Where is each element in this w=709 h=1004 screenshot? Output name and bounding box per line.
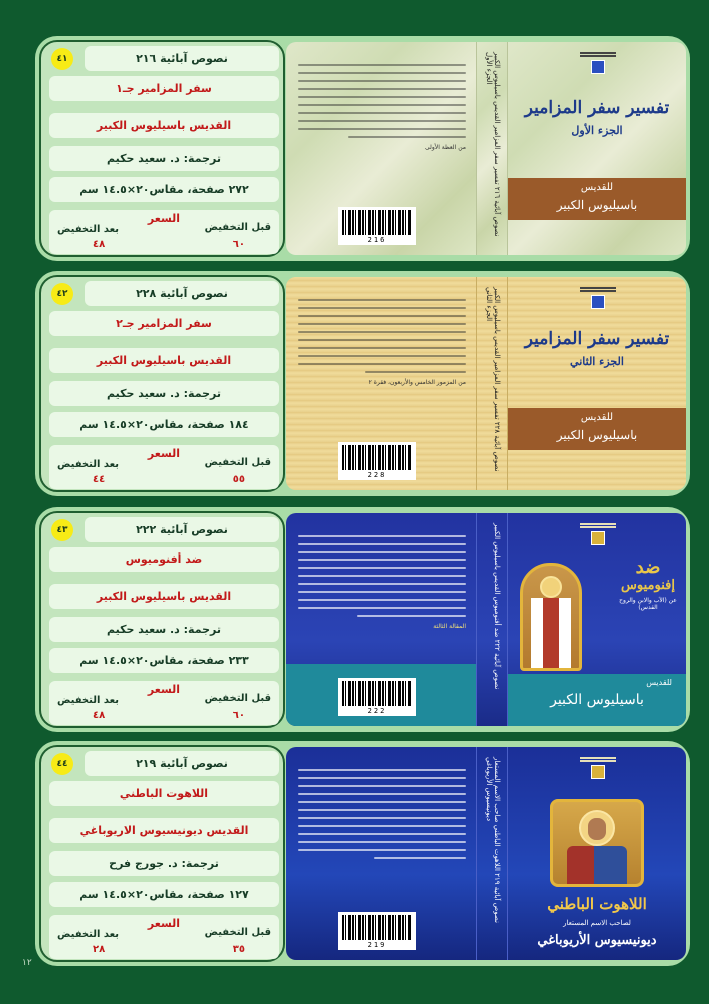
cover-subtitle: عن (الآب والابن والروح القدس) xyxy=(619,597,677,611)
price-box xyxy=(49,915,279,959)
publisher-logo-icon xyxy=(578,523,618,555)
book-card xyxy=(35,271,690,496)
book-card xyxy=(35,36,690,261)
book-title: سفر المزامير جـ١ xyxy=(49,76,279,101)
after-discount-label: بعد التخفيض xyxy=(57,695,120,706)
book-specs: ٢٣٣ صفحة، مقاس٢٠×١٤.٥ سم xyxy=(49,648,279,673)
saint-icon xyxy=(520,563,582,671)
after-discount-label: بعد التخفيض xyxy=(57,459,120,470)
price-box xyxy=(49,445,279,489)
after-discount-label: بعد التخفيض xyxy=(57,224,120,235)
book-specs: ١٨٤ صفحة، مقاس٢٠×١٤.٥ سم xyxy=(49,412,279,437)
cover-back xyxy=(286,277,476,490)
cover-back xyxy=(286,513,476,726)
cover-author-line1: لصاحب الاسم المستعار xyxy=(563,919,631,927)
book-card xyxy=(35,507,690,732)
book-cover-image xyxy=(286,747,686,960)
before-discount-price: ٣٥ xyxy=(232,944,245,955)
cover-blurb xyxy=(298,58,466,178)
before-discount-price: ٦٠ xyxy=(232,710,245,721)
cover-author-band xyxy=(508,178,686,220)
book-number-badge: ٤١ xyxy=(51,48,73,70)
book-title: سفر المزامير جـ٢ xyxy=(49,311,279,336)
book-translator: ترجمة: د. جورج فرح xyxy=(49,851,279,876)
cover-author-line2: ديونيسيوس الأريوباغي xyxy=(537,933,657,948)
cover-author-line2: باسيليوس الكبير xyxy=(550,692,644,708)
book-number-badge: ٤٤ xyxy=(51,753,73,775)
cover-front xyxy=(508,42,686,255)
barcode-number: 219 xyxy=(367,941,387,949)
barcode-number: 222 xyxy=(367,707,387,715)
book-author: القديس ديونيسيوس الاريوباغي xyxy=(49,818,279,843)
publisher-logo-icon xyxy=(578,52,618,84)
book-translator: ترجمة: د. سعيد حكيم xyxy=(49,617,279,642)
price-label: السعر xyxy=(147,212,181,225)
before-discount-price: ٦٠ xyxy=(232,239,245,250)
book-translator: ترجمة: د. سعيد حكيم xyxy=(49,381,279,406)
publisher-logo-icon xyxy=(578,287,618,319)
cover-title: ضد xyxy=(635,557,661,578)
book-info-panel xyxy=(39,511,285,728)
cover-front xyxy=(508,277,686,490)
cover-spine xyxy=(476,747,508,960)
cover-front xyxy=(508,747,686,960)
price-box xyxy=(49,681,279,725)
book-title: ضد أفنوميوس xyxy=(49,547,279,572)
book-info-panel xyxy=(39,40,285,257)
cover-author-band xyxy=(508,408,686,450)
book-info-panel xyxy=(39,745,285,962)
cover-author-line2: باسيليوس الكبير xyxy=(556,198,638,212)
book-number-badge: ٤٢ xyxy=(51,283,73,305)
after-discount-label: بعد التخفيض xyxy=(57,929,120,940)
cover-spine xyxy=(476,513,508,726)
series-label: نصوص آبائية ٢٢٢ xyxy=(85,517,279,542)
after-discount-price: ٤٨ xyxy=(93,239,106,250)
spine-text: نصوص آبائية ٢١٦ تفسير سفر المزامير القديس باسيليوس الكبير الجزء الأول xyxy=(485,52,501,237)
book-specs: ١٢٧ صفحة، مقاس٢٠×١٤.٥ سم xyxy=(49,882,279,907)
cover-author-line1: للقديس xyxy=(646,678,672,687)
spine-text: نصوص آبائية ٢٢٨ تفسير سفر المزامير القديس باسيليوس الكبير الجزء الثاني xyxy=(485,287,501,472)
before-discount-label: قبل التخفيض xyxy=(204,693,271,704)
cover-author-line1: للقديس xyxy=(580,412,614,423)
book-translator: ترجمة: د. سعيد حكيم xyxy=(49,146,279,171)
cover-title: تفسير سفر المزامير xyxy=(524,98,670,118)
book-author: القديس باسيليوس الكبير xyxy=(49,348,279,373)
cover-back xyxy=(286,42,476,255)
book-cover-image xyxy=(286,513,686,726)
series-label: نصوص آبائية ٢١٦ xyxy=(85,46,279,71)
barcode xyxy=(338,207,416,245)
cover-subtitle: الجزء الأول xyxy=(571,124,623,137)
cover-blurb xyxy=(298,529,466,649)
spine-text: نصوص آبائية ٢٢٢ ضد أفنوميوس القديس باسيليوس الكبير xyxy=(493,523,501,690)
barcode-number: 216 xyxy=(367,236,387,244)
price-label: السعر xyxy=(147,447,181,460)
barcode xyxy=(338,912,416,950)
before-discount-price: ٥٥ xyxy=(232,474,245,485)
cover-blurb xyxy=(298,293,466,413)
spine-text: نصوص آبائية ٢١٩ اللاهوت الباطني صاحب الاسم المستعار ديونيسيوس الأريوباغي xyxy=(485,757,501,923)
book-author: القديس باسيليوس الكبير xyxy=(49,113,279,138)
book-cover-image xyxy=(286,277,686,490)
publisher-logo-icon xyxy=(578,757,618,789)
blurb-source: من العظة الأولى xyxy=(425,144,466,151)
cover-front xyxy=(508,513,686,726)
after-discount-price: ٤٤ xyxy=(93,474,106,485)
page-number: ١٢ xyxy=(22,958,32,968)
before-discount-label: قبل التخفيض xyxy=(204,222,271,233)
cover-author-line1: للقديس xyxy=(580,182,614,193)
cover-subtitle: الجزء الثاني xyxy=(570,355,624,368)
price-label: السعر xyxy=(147,683,181,696)
book-title: اللاهوت الباطني xyxy=(49,781,279,806)
book-cover-image xyxy=(286,42,686,255)
book-specs: ٢٧٢ صفحة، مقاس٢٠×١٤.٥ سم xyxy=(49,177,279,202)
cover-title-2: إفنوميوس xyxy=(621,578,675,593)
barcode-number: 228 xyxy=(367,471,387,479)
cover-title: تفسير سفر المزامير xyxy=(524,329,670,349)
series-label: نصوص آبائية ٢٢٨ xyxy=(85,281,279,306)
book-info-panel xyxy=(39,275,285,492)
book-author: القديس باسيليوس الكبير xyxy=(49,584,279,609)
book-card xyxy=(35,741,690,966)
price-box xyxy=(49,210,279,254)
cover-spine xyxy=(476,42,508,255)
before-discount-label: قبل التخفيض xyxy=(204,927,271,938)
cover-title: اللاهوت الباطني xyxy=(547,895,647,913)
cover-blurb xyxy=(298,763,466,883)
blurb-source: من المزمور الخامس والأربعون، فقرة ٢ xyxy=(368,379,466,386)
cover-author-line2: باسيليوس الكبير xyxy=(556,428,638,442)
price-label: السعر xyxy=(147,917,181,930)
book-number-badge: ٤٣ xyxy=(51,519,73,541)
blurb-source: المقالة الثالثة xyxy=(433,623,466,630)
before-discount-label: قبل التخفيض xyxy=(204,457,271,468)
after-discount-price: ٢٨ xyxy=(93,944,106,955)
christ-icon xyxy=(550,799,644,887)
series-label: نصوص آبائية ٢١٩ xyxy=(85,751,279,776)
cover-spine xyxy=(476,277,508,490)
barcode xyxy=(338,442,416,480)
cover-back xyxy=(286,747,476,960)
after-discount-price: ٤٨ xyxy=(93,710,106,721)
barcode xyxy=(338,678,416,716)
cover-author-band xyxy=(508,674,686,726)
